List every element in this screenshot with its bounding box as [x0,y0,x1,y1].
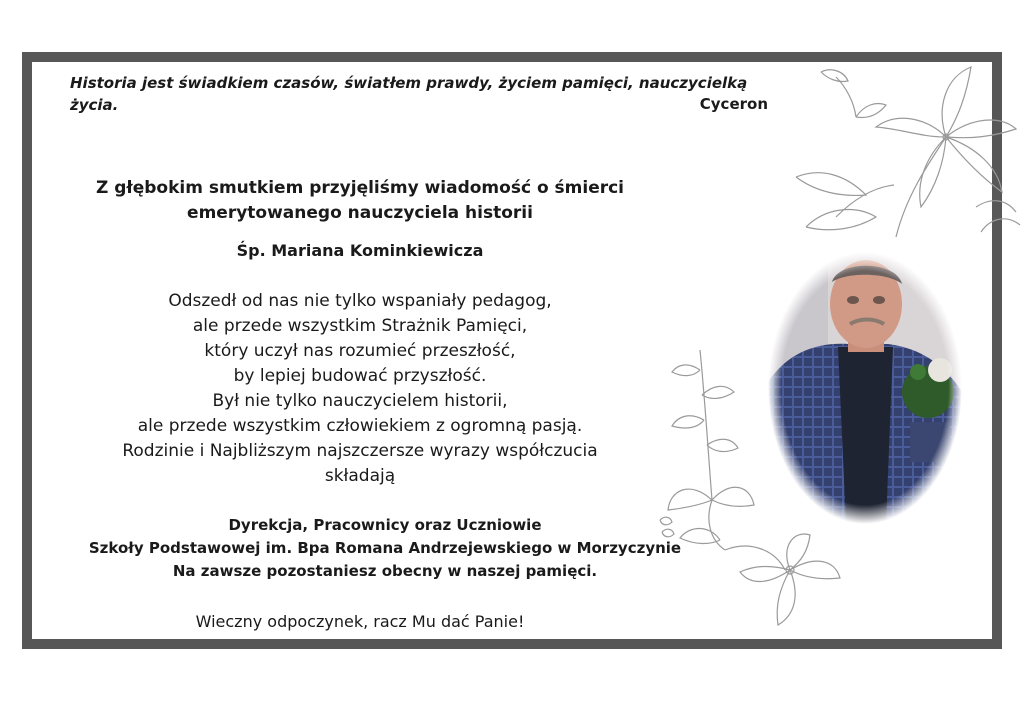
verse-line: Rodzinie i Najbliższym najszczersze wyrazy współczucia [122,441,598,461]
verse-line: by lepiej budować przyszłość. [233,366,487,386]
portrait-photo [768,252,962,524]
quote-author: Cyceron [699,95,768,113]
closing-prayer: Wieczny odpoczynek, racz Mu dać Panie! [195,612,525,631]
deceased-name: Śp. Mariana Kominkiewicza [236,241,484,260]
memorial-verse [60,289,660,489]
heading-line: Z głębokim smutkiem przyjęliśmy wiadomość o śmierci [95,178,625,198]
heading-line: emerytowanego nauczyciela historii [187,203,533,223]
signature-line: Na zawsze pozostaniesz obecny w naszej pamięci. [172,562,598,580]
verse-line: Był nie tylko nauczycielem historii, [212,391,508,411]
announcement-heading [60,176,660,226]
verse-line: składają [324,466,396,486]
signature-line: Dyrekcja, Pracownicy oraz Uczniowie [228,516,542,534]
verse-line: Odszedł od nas nie tylko wspaniały pedagog, [168,291,552,311]
signature-block [20,514,750,583]
verse-line: który uczył nas rozumieć przeszłość, [204,341,516,361]
verse-line: ale przede wszystkim Strażnik Pamięci, [192,316,528,336]
lily-flowers-decoration [776,57,1022,239]
quote-text: Historia jest świadkiem czasów, światłem prawdy, życiem pamięci, nauczycielką życia. [70,74,748,114]
verse-line: ale przede wszystkim człowiekiem z ogromną pasją. [137,416,583,436]
signature-line: Szkoły Podstawowej im. Bpa Romana Andrzejewskiego w Morzyczynie [88,539,682,557]
